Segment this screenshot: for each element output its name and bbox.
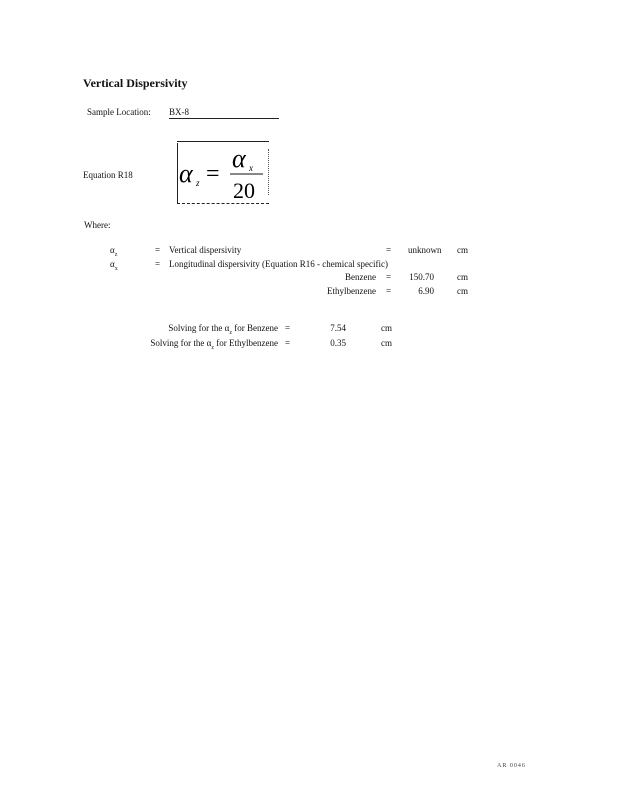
solution-unit-ethylbenzene: cm [381,338,392,348]
def-equals-1: = [155,245,161,255]
equation-label: Equation R18 [83,170,133,180]
def-unit-vertical: cm [457,245,468,255]
def-equals-2: = [155,259,161,269]
equation-denominator: 20 [233,178,255,203]
chemical-unit-benzene: cm [457,272,468,282]
equation-formula [175,141,269,203]
solution-unit-benzene: cm [381,323,392,333]
where-label: Where: [84,220,111,230]
chemical-name-ethylbenzene: Ethylbenzene [327,286,376,296]
solution-label-ethylbenzene: Solving for the $\alpha_z$ for Ethylbenzene [150,338,278,351]
def-equals-value-1: = [386,245,392,255]
chemical-name-benzene: Benzene [345,272,376,282]
chemical-value-benzene: 150.70 [409,272,434,282]
def-symbol-vertical: $\alpha_z$ [110,245,118,258]
solution-value-benzene: 7.54 [330,323,346,333]
page-title: Vertical Dispersivity [83,76,188,90]
equation-numerator-symbol: α [232,144,246,173]
equation-lhs-subscript: z [196,178,200,188]
def-description-longitudinal: Longitudinal dispersivity (Equation R16 - chemical specific) [169,259,388,269]
page-footer-stamp: AR 0046 [497,763,526,769]
solution-equals-ethylbenzene: = [285,338,291,348]
chemical-unit-ethylbenzene: cm [457,286,468,296]
equation-equals-sign: = [206,161,220,187]
def-value-vertical: unknown [408,245,442,255]
def-description-vertical: Vertical dispersivity [169,245,242,255]
equation-numerator-subscript: x [249,163,253,173]
sample-location-label: Sample Location: [87,107,151,117]
equation-lhs-symbol: α [179,159,193,188]
equation-box [175,141,269,203]
solution-equals-benzene: = [285,323,291,333]
def-symbol-longitudinal: $\alpha_x$ [110,259,118,272]
solution-value-ethylbenzene: 0.35 [330,338,346,348]
chemical-equals-ethylbenzene: = [386,286,392,296]
solution-label-benzene: Solving for the $\alpha_z$ for Benzene [168,323,278,336]
chemical-value-ethylbenzene: 6.90 [418,286,434,296]
chemical-equals-benzene: = [386,272,392,282]
equation-box-bottom-border [177,203,269,204]
sample-location-value: BX-8 [169,107,279,119]
